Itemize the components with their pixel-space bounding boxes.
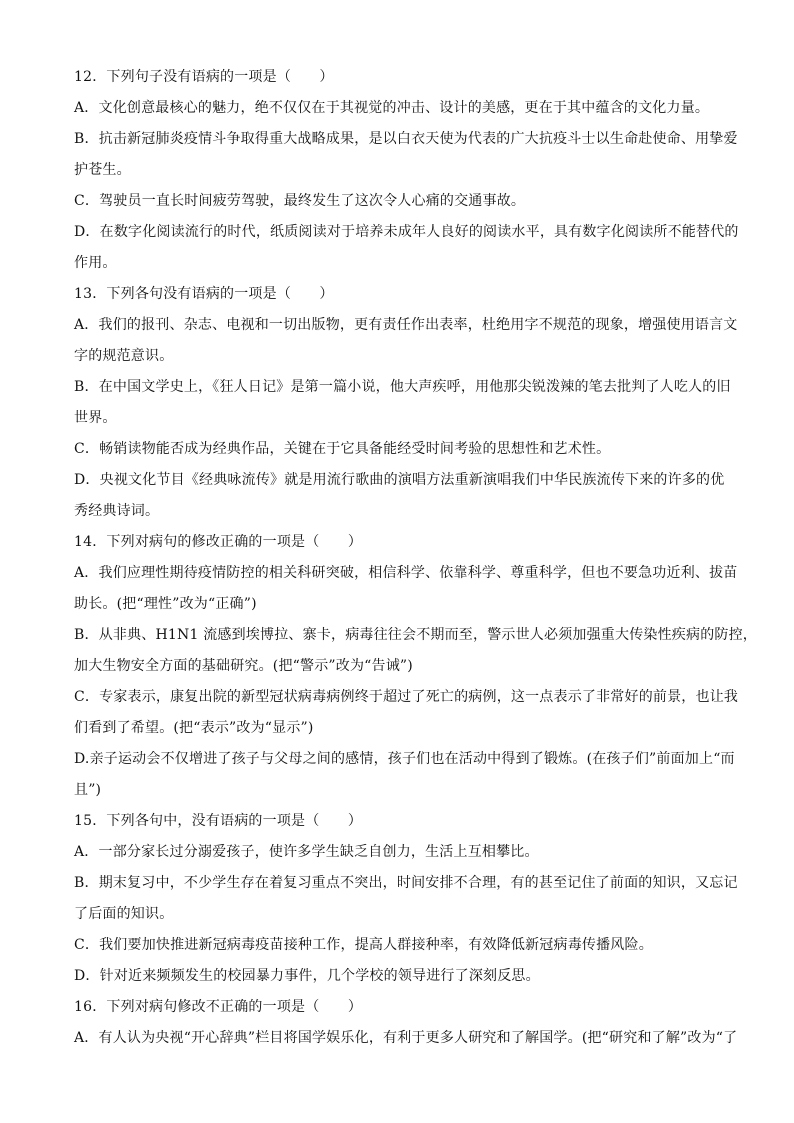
question-12-option-d-line1: D．在数字化阅读流行的时代，纸质阅读对于培养未成年人良好的阅读水平，具有数字化阅读所不能替代的 — [74, 224, 739, 240]
question-12-title: 12．下列句子没有语病的一项是（ ） — [74, 69, 334, 85]
question-13-option-b-line2: 世界。 — [74, 410, 117, 426]
question-13-title: 13．下列各句没有语病的一项是（ ） — [74, 286, 334, 302]
question-12-option-c: C．驾驶员一直长时间疲劳驾驶，最终发生了这次令人心痛的交通事故。 — [74, 193, 526, 209]
question-16-title: 16．下列对病句修改不正确的一项是（ ） — [74, 999, 363, 1015]
question-15-option-b-line1: B．期末复习中，不少学生存在着复习重点不突出，时间安排不合理，有的甚至记住了前面的知识，又忘记 — [74, 875, 738, 891]
question-13-option-d-line1: D．央视文化节目《经典咏流传》就是用流行歌曲的演唱方法重新演唱我们中华民族流传下来的许多的优 — [74, 472, 725, 488]
question-14-option-b-line2: 加大生物安全方面的基础研究。(把“警示”改为“告诫”) — [74, 658, 413, 674]
question-12-option-b-line1: B．抗击新冠肺炎疫情斗争取得重大战略成果，是以白衣天使为代表的广大抗疫斗士以生命赴使命、用挚爱 — [74, 131, 738, 147]
question-14-option-a-line1: A．我们应理性期待疫情防控的相关科研突破，相信科学、依靠科学、尊重科学，但也不要急功近利、拔苗 — [74, 565, 738, 581]
question-14-option-c-line2: 们看到了希望。(把“表示”改为“显示”) — [74, 720, 314, 736]
question-14-option-a-line2: 助长。(把“理性”改为“正确”) — [74, 596, 257, 612]
question-14-option-b-line1: B．从非典、H1N1 流感到埃博拉、寨卡，病毒往往会不期而至，警示世人必须加强重大传染性疾病的防控， — [74, 627, 758, 643]
question-15-option-c: C．我们要加快推进新冠病毒疫苗接种工作，提高人群接种率，有效降低新冠病毒传播风险。 — [74, 937, 653, 953]
question-15-option-b-line2: 了后面的知识。 — [74, 906, 174, 922]
question-13-option-c: C．畅销读物能否成为经典作品，关键在于它具备能经受时间考验的思想性和艺术性。 — [74, 441, 611, 457]
question-12-option-d-line2: 作用。 — [74, 255, 117, 271]
question-12-option-b-line2: 护苍生。 — [74, 162, 131, 178]
question-15-option-a: A．一部分家长过分溺爱孩子，使许多学生缺乏自创力，生活上互相攀比。 — [74, 844, 539, 860]
question-13-option-a-line1: A．我们的报刊、杂志、电视和一切出版物，更有责任作出表率，杜绝用字不规范的现象，增强使用语言文 — [74, 317, 738, 333]
question-13-option-a-line2: 字的规范意识。 — [74, 348, 174, 364]
question-12-option-a: A．文化创意最核心的魅力，绝不仅仅在于其视觉的冲击、设计的美感，更在于其中蕴含的文化力量。 — [74, 100, 710, 116]
question-14-title: 14．下列对病句的修改正确的一项是（ ） — [74, 534, 363, 550]
question-15-option-d: D．针对近来频频发生的校园暴力事件，几个学校的领导进行了深刻反思。 — [74, 968, 540, 984]
question-15-title: 15．下列各句中，没有语病的一项是（ ） — [74, 813, 363, 829]
question-14-option-d-line1: D.亲子运动会不仅增进了孩子与父母之间的感情，孩子们也在活动中得到了锻炼。(在孩子们”前面加上“而 — [74, 751, 735, 767]
exam-page — [74, 62, 758, 1054]
question-13-option-b-line1: B．在中国文学史上，《狂人日记》是第一篇小说，他大声疾呼，用他那尖锐泼辣的笔去批判了人吃人的旧 — [74, 379, 731, 395]
question-14-option-c-line1: C．专家表示，康复出院的新型冠状病毒病例终于超过了死亡的病例，这一点表示了非常好的前景，也让我 — [74, 689, 739, 705]
question-13-option-d-line2: 秀经典诗词。 — [74, 503, 160, 519]
question-16-option-a-line1: A．有人认为央视“开心辞典”栏目将国学娱乐化，有利于更多人研究和了解国学。(把“研究和了解”改为“了 — [74, 1030, 738, 1046]
question-14-option-d-line2: 且”) — [74, 782, 102, 798]
